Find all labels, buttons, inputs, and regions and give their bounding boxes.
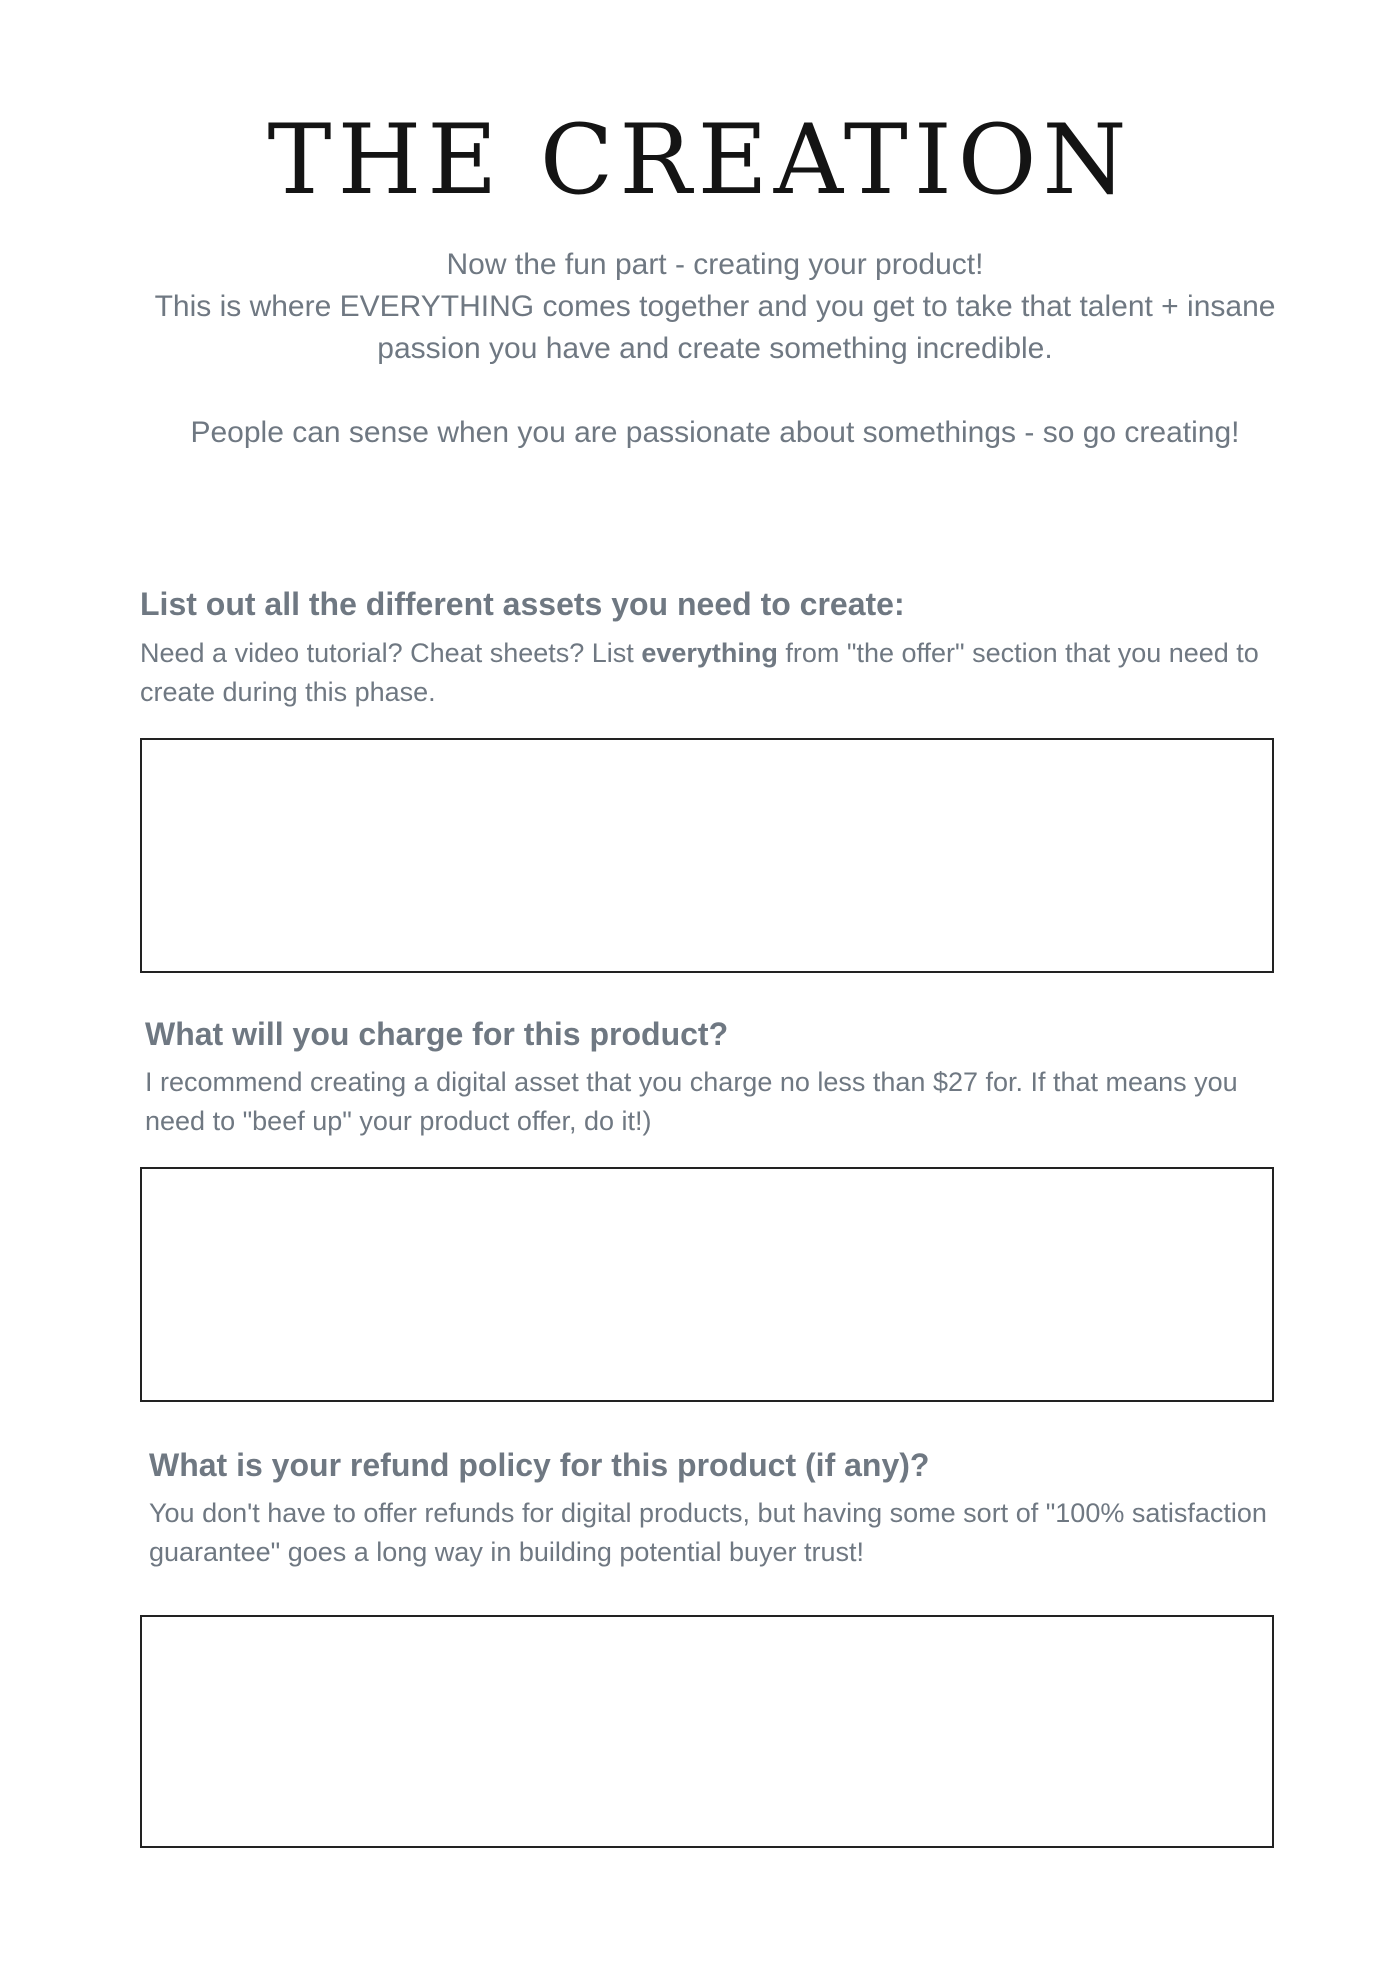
page-title: THE CREATION bbox=[267, 104, 1133, 216]
assets-desc-text-2: from "the offer" section that you need to create during this phase. bbox=[140, 638, 1259, 707]
assets-description bbox=[140, 634, 1270, 712]
price-answer-box[interactable] bbox=[140, 1167, 1274, 1402]
intro-line-3: People can sense when you are passionate about somethings - so go creating! bbox=[190, 416, 1240, 449]
intro-text bbox=[130, 244, 1300, 454]
intro-spacer bbox=[130, 370, 1300, 412]
assets-desc-text-1: Need a video tutorial? Cheat sheets? List bbox=[140, 638, 642, 668]
intro-line-2: This is where EVERYTHING comes together and you get to take that talent + insane passion you have and create something incredible. bbox=[154, 290, 1276, 365]
refund-description: You don't have to offer refunds for digital products, but having some sort of "100% satisfaction guarantee" goes a long way in building potential buyer trust! bbox=[149, 1498, 1267, 1567]
assets-desc-emphasis: everything bbox=[641, 638, 778, 668]
price-heading: What will you charge for this product? bbox=[145, 1016, 729, 1052]
refund-answer-box[interactable] bbox=[140, 1615, 1274, 1848]
intro-line-1: Now the fun part - creating your product! bbox=[446, 248, 984, 281]
price-description: I recommend creating a digital asset that you charge no less than $27 for. If that means you need to "beef up" your product offer, do it!) bbox=[145, 1067, 1238, 1136]
assets-answer-box[interactable] bbox=[140, 738, 1274, 973]
refund-heading: What is your refund policy for this product (if any)? bbox=[149, 1447, 930, 1483]
assets-heading: List out all the different assets you need to create: bbox=[140, 586, 905, 622]
